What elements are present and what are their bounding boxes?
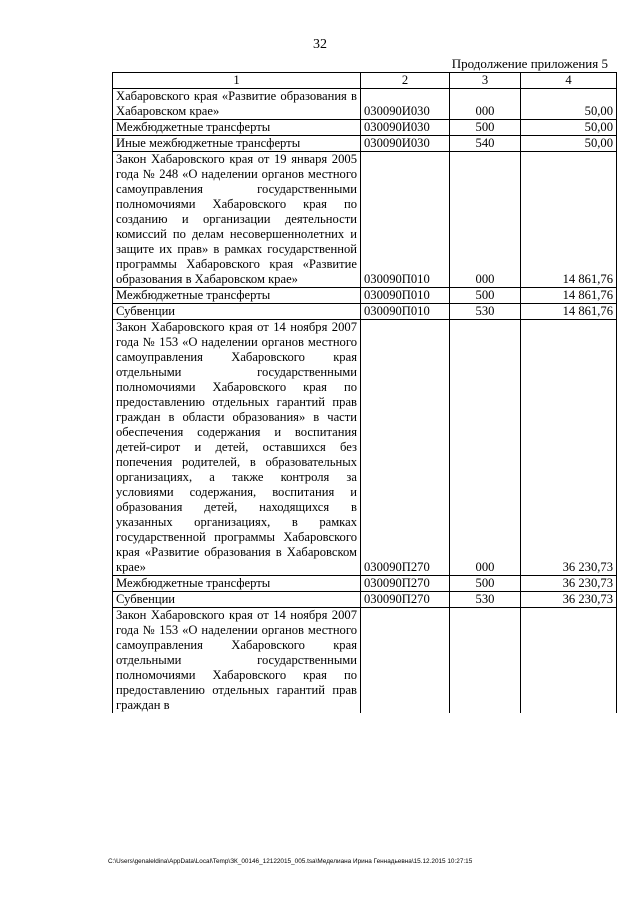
row-name: Межбюджетные трансферты — [113, 576, 361, 592]
table-row — [113, 320, 617, 576]
row-name: Субвенции — [113, 304, 361, 320]
row-name: Иные межбюджетные трансферты — [113, 136, 361, 152]
table-row — [113, 120, 617, 136]
row-expense-type: 000 — [450, 320, 521, 576]
row-amount: 14 861,76 — [521, 288, 617, 304]
file-path-footer: C:\Users\genaleldina\AppData\Local\Temp\ЗК_00146_12122015_005.tsa\Меделиана Ирина Геннадьевна\15.12.2015 10:27:15 — [108, 858, 473, 865]
column-header-1: 1 — [113, 73, 361, 89]
table-row — [113, 89, 617, 120]
row-code: 030090И030 — [361, 89, 450, 120]
table-row — [113, 592, 617, 608]
column-header-3: 3 — [450, 73, 521, 89]
table-row — [113, 288, 617, 304]
row-name: Межбюджетные трансферты — [113, 120, 361, 136]
appendix-caption: Продолжение приложения 5 — [451, 56, 608, 71]
row-code: 030090П010 — [361, 304, 450, 320]
table-row — [113, 576, 617, 592]
row-expense-type: 530 — [450, 592, 521, 608]
row-expense-type — [450, 608, 521, 714]
row-expense-type: 530 — [450, 304, 521, 320]
page-number: 32 — [313, 37, 327, 52]
row-name: Закон Хабаровского края от 14 ноября 2007 года № 153 «О наделении органов местного самоуправления Хабаровского края отдельными государственными полномочиями Хабаровского края по предоставлению отдельных гарантий прав граждан в области образования» в части обеспечения содержания и воспитания детей-сирот и детей, оставшихся без попечения родителей, в образовательных организациях, а также контроля за условиями содержания, воспитания и образования детей, находящихся в указанных организациях, в рамках государственной программы Хабаровского края «Развитие образования в Хабаровском крае» — [113, 320, 361, 576]
row-expense-type: 500 — [450, 288, 521, 304]
row-code: 030090П270 — [361, 592, 450, 608]
column-header-4: 4 — [521, 73, 617, 89]
row-amount: 50,00 — [521, 89, 617, 120]
row-amount: 36 230,73 — [521, 576, 617, 592]
table-row — [113, 136, 617, 152]
row-code: 030090И030 — [361, 120, 450, 136]
row-code — [361, 608, 450, 714]
row-name: Закон Хабаровского края от 14 ноября 2007 года № 153 «О наделении органов местного самоуправления Хабаровского края отдельными государственными полномочиями Хабаровского края по предоставлению отдельных гарантий прав граждан в — [113, 608, 361, 714]
row-code: 030090И030 — [361, 136, 450, 152]
budget-table — [112, 72, 617, 713]
row-name: Межбюджетные трансферты — [113, 288, 361, 304]
row-amount: 36 230,73 — [521, 320, 617, 576]
row-expense-type: 500 — [450, 120, 521, 136]
row-amount: 14 861,76 — [521, 304, 617, 320]
row-code: 030090П010 — [361, 288, 450, 304]
row-expense-type: 000 — [450, 152, 521, 288]
row-amount: 14 861,76 — [521, 152, 617, 288]
row-expense-type: 500 — [450, 576, 521, 592]
table-row — [113, 608, 617, 714]
row-code: 030090П270 — [361, 320, 450, 576]
row-expense-type: 000 — [450, 89, 521, 120]
row-code: 030090П270 — [361, 576, 450, 592]
column-header-2: 2 — [361, 73, 450, 89]
table-header-row — [113, 73, 617, 89]
row-name: Хабаровского края «Развитие образования в Хабаровском крае» — [113, 89, 361, 120]
row-name: Субвенции — [113, 592, 361, 608]
table-row — [113, 152, 617, 288]
row-name: Закон Хабаровского края от 19 января 2005 года № 248 «О наделении органов местного самоуправления государственными полномочиями Хабаровского края по созданию и организации деятельности комиссий по делам несовершеннолетних и защите их прав» в рамках государственной программы Хабаровского края «Развитие образования в Хабаровском крае» — [113, 152, 361, 288]
row-amount: 36 230,73 — [521, 592, 617, 608]
row-amount: 50,00 — [521, 136, 617, 152]
row-amount — [521, 608, 617, 714]
row-amount: 50,00 — [521, 120, 617, 136]
row-code: 030090П010 — [361, 152, 450, 288]
table-row — [113, 304, 617, 320]
row-expense-type: 540 — [450, 136, 521, 152]
